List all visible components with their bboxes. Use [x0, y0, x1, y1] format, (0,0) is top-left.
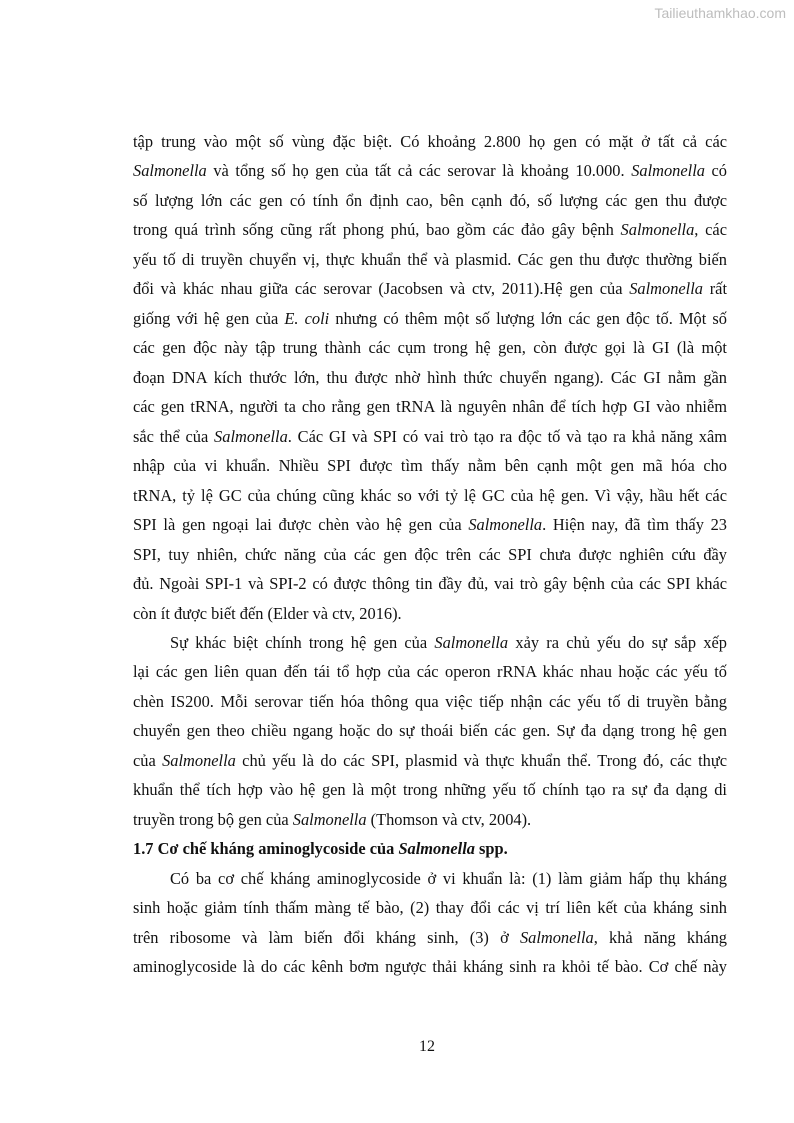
text-line	[133, 363, 727, 392]
italic-term: Salmonella	[631, 161, 705, 181]
text-segment: , các	[694, 220, 727, 240]
italic-term: Salmonella	[133, 161, 207, 181]
italic-term: Salmonella	[162, 750, 236, 770]
text-segment: truyền trong bộ gen của	[133, 809, 293, 829]
text-line	[133, 333, 727, 362]
text-line	[133, 127, 727, 156]
text-segment: (Thomson và ctv, 2004).	[366, 809, 532, 829]
text-line	[133, 599, 727, 628]
text-segment: các gen độc này tập trung thành các cụm trong hệ gen, còn được gọi là GI (là một	[133, 338, 727, 358]
italic-term: E. coli	[284, 308, 330, 328]
text-line	[133, 805, 727, 834]
text-line	[133, 864, 727, 893]
text-segment: chủ yếu là do các SPI, plasmid và thực khuẩn thể. Trong đó, các thực	[235, 750, 727, 770]
text-segment: tRNA, tỷ lệ GC của chúng cũng khác so với tỷ lệ GC của hệ gen. Vì vậy, hầu hết các	[133, 485, 727, 505]
text-segment: , khả năng kháng	[593, 927, 727, 947]
text-line	[133, 657, 727, 686]
text-segment: yếu tố di truyền chuyển vị, thực khuẩn thể và plasmid. Các gen thu được thường biến	[133, 249, 727, 269]
section-heading	[133, 834, 727, 863]
text-segment: Có ba cơ chế kháng aminoglycoside ở vi khuẩn là: (1) làm giảm hấp thụ kháng	[170, 868, 727, 888]
text-line	[133, 746, 727, 775]
text-segment: số lượng lớn các gen có tính ổn định cao, bên cạnh đó, số lượng các gen thu được	[133, 190, 727, 210]
watermark: Tailieuthamkhao.com	[654, 5, 786, 21]
text-segment: còn ít được biết đến (Elder và ctv, 2016).	[133, 603, 402, 623]
text-segment: nhưng có thêm một số lượng lớn các gen độc tố. Một số	[329, 308, 727, 328]
text-line	[133, 451, 727, 480]
text-segment: trong quá trình sống cũng rất phong phú, bao gồm các đảo gây bệnh	[133, 220, 621, 240]
document-body	[133, 127, 727, 982]
text-line	[133, 186, 727, 215]
italic-term: Salmonella	[434, 632, 509, 652]
text-line	[133, 569, 727, 598]
text-line	[133, 215, 727, 244]
text-line	[133, 422, 727, 451]
text-line	[133, 392, 727, 421]
italic-term: Salmonella	[214, 426, 288, 446]
text-line	[133, 304, 727, 333]
text-segment: đoạn DNA kích thước lớn, thu được nhờ hình thức chuyển ngang). Các GI nằm gần	[133, 367, 727, 387]
text-segment: . Các GI và SPI có vai trò tạo ra độc tố và tạo ra khả năng xâm	[287, 426, 727, 446]
text-line	[133, 716, 727, 745]
text-segment: lại các gen liên quan đến tái tổ hợp của các operon rRNA khác nhau hoặc các yếu tố	[133, 662, 727, 682]
text-line	[133, 775, 727, 804]
text-line	[133, 893, 727, 922]
text-segment: SPI là gen ngoại lai được chèn vào hệ gen của	[133, 515, 469, 535]
text-line	[133, 481, 727, 510]
text-segment: nhập của vi khuẩn. Nhiều SPI được tìm thấy nằm bên cạnh một gen mã hóa cho	[133, 456, 727, 476]
text-segment: khuẩn thể tích hợp vào hệ gen là một trong những yếu tố chính tạo ra sự đa dạng di	[133, 780, 727, 800]
page-number: 12	[419, 1038, 435, 1055]
italic-term: Salmonella	[629, 279, 703, 299]
text-segment: tập trung vào một số vùng đặc biệt. Có khoảng 2.800 họ gen có mặt ở tất cả các	[133, 132, 727, 151]
text-segment: và tổng số họ gen của tất cả các serovar là khoảng 10.000.	[206, 161, 632, 181]
text-segment: có	[704, 161, 727, 181]
text-segment: trên ribosome và làm biến đổi kháng sinh, (3) ở	[133, 927, 520, 947]
italic-term: Salmonella	[398, 839, 475, 859]
italic-term: Salmonella	[468, 515, 543, 535]
text-line	[133, 510, 727, 539]
italic-term: Salmonella	[620, 220, 695, 240]
text-line	[133, 540, 727, 569]
text-segment: SPI, tuy nhiên, chức năng của các gen độc trên các SPI chưa được nghiên cứu đầy	[133, 544, 727, 564]
text-line	[133, 923, 727, 952]
text-line	[133, 952, 727, 981]
text-segment: Sự khác biệt chính trong hệ gen của	[170, 632, 435, 652]
text-line	[133, 628, 727, 657]
text-segment: spp.	[474, 839, 508, 859]
text-segment: rất	[702, 279, 727, 299]
text-segment: sắc thể của	[133, 426, 215, 446]
text-segment: . Hiện nay, đã tìm thấy 23	[542, 515, 727, 535]
text-segment: các gen tRNA, người ta cho rằng gen tRNA là nguyên nhân để tích hợp GI vào nhiễm	[133, 397, 727, 417]
italic-term: Salmonella	[292, 809, 367, 829]
text-segment: sinh hoặc giảm tính thấm màng tế bào, (2) thay đổi các vị trí liên kết của kháng sinh	[133, 898, 727, 918]
text-segment: đổi và khác nhau giữa các serovar (Jacobsen và ctv, 2011).Hệ gen của	[133, 279, 630, 299]
text-segment: 1.7 Cơ chế kháng aminoglycoside của	[133, 839, 399, 859]
text-line	[133, 156, 727, 185]
text-segment: aminoglycoside là do các kênh bơm ngược thải kháng sinh ra khỏi tế bào. Cơ chế này	[133, 957, 727, 977]
text-segment: chèn IS200. Mỗi serovar tiến hóa thông qua việc tiếp nhận các yếu tố di truyền bằng	[133, 691, 727, 711]
text-segment: giống với hệ gen của	[133, 308, 285, 328]
text-line	[133, 687, 727, 716]
text-segment: xảy ra chủ yếu do sự sắp xếp	[508, 632, 727, 652]
text-line	[133, 245, 727, 274]
text-segment: của	[133, 750, 163, 770]
text-line	[133, 274, 727, 303]
italic-term: Salmonella	[519, 927, 594, 947]
text-segment: chuyển gen theo chiều ngang hoặc do sự thoái biến các gen. Sự đa dạng trong hệ gen	[133, 721, 727, 741]
text-segment: đủ. Ngoài SPI-1 và SPI-2 có được thông tin đầy đủ, vai trò gây bệnh của các SPI khác	[133, 574, 727, 594]
